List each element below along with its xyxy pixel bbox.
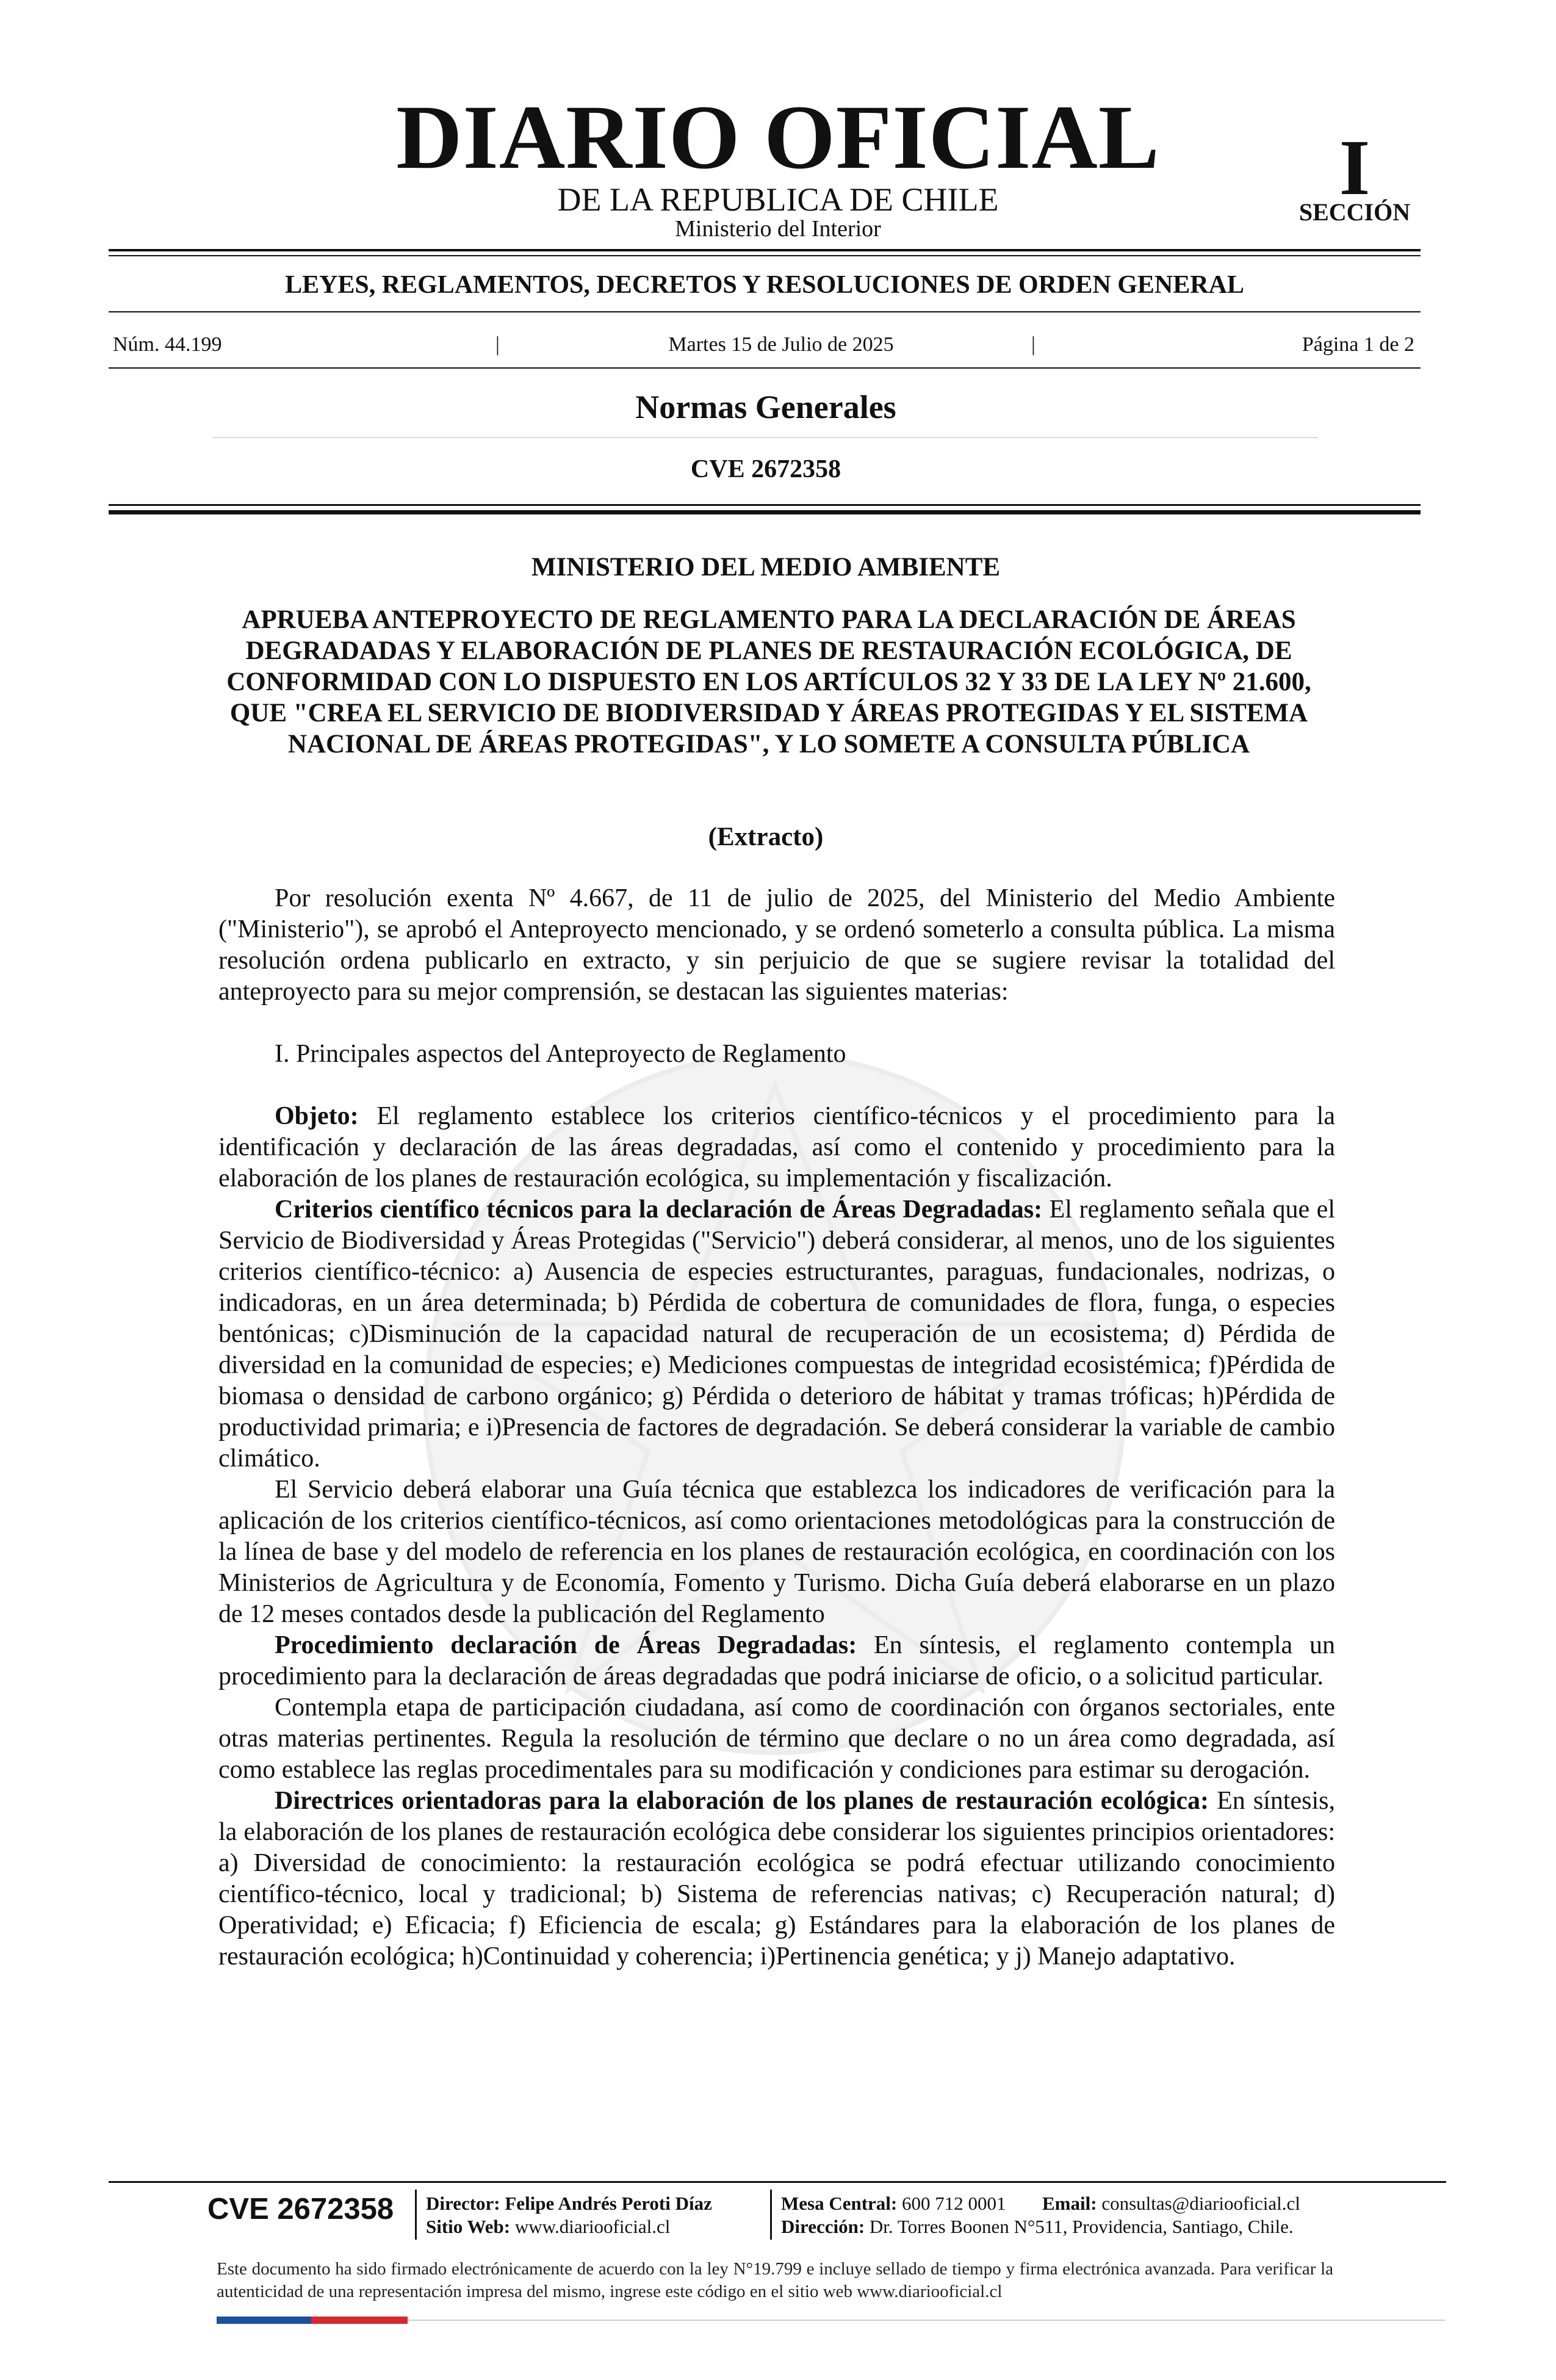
issue-page: Página 1 de 2 <box>1302 333 1414 356</box>
footer-director <box>426 2192 712 2215</box>
contempla-paragraph: Contempla etapa de participación ciudadana, así como de coordinación con órganos sectoriales, ente otras materias pertinentes. Regula la resolución de término que declare o no un área como degradada, así como establece las reglas procedimentales para su modificación y condiciones para estimar su derogación. <box>218 1693 1335 1784</box>
document-title: APRUEBA ANTEPROYECTO DE REGLAMENTO PARA LA DECLARACIÓN DE ÁREAS DEGRADADAS Y ELABORACIÓN DE PLANES DE RESTAURACIÓN ECOLÓGICA, DE CONFORMIDAD CON LO DISPUESTO EN LOS ARTÍCULOS 32 Y 33 DE LA LEY Nº 21.600, QUE "CREA EL SERVICIO DE BIODIVERSIDAD Y ÁREAS PROTEGIDAS Y EL SISTEMA NACIONAL DE ÁREAS PROTEGIDAS", Y LO SOMETE A CONSULTA PÚBLICA <box>226 605 1311 759</box>
director-value: Felipe Andrés Peroti Díaz <box>505 2193 712 2214</box>
address-label: Dirección: <box>781 2216 865 2237</box>
flag-stripe-blue <box>217 2317 311 2324</box>
masthead-title: DIARIO OFICIAL <box>396 87 1160 188</box>
ministry-heading: MINISTERIO DEL MEDIO AMBIENTE <box>531 553 1001 582</box>
masthead-ministry: Ministerio del Interior <box>675 216 881 242</box>
criterios-paragraph <box>218 1194 1335 1474</box>
objeto-paragraph <box>218 1101 1335 1194</box>
issue-separator-1: | <box>495 333 500 356</box>
footer-divider-2 <box>770 2190 772 2240</box>
phone-label: Mesa Central: <box>781 2193 898 2214</box>
legal-notice: Este documento ha sido firmado electrónicamente de acuerdo con la ley N°19.799 e incluye sellado de tiempo y firma electrónica avanzada. Para verificar la autenticidad de una representación impresa del mismo, ingrese este código en el sitio web www.diariooficial.cl <box>217 2259 1333 2301</box>
procedimiento-text: En síntesis, el reglamento contempla un procedimiento para la declaración de áreas degradadas que podrá iniciarse de oficio, o a solicitud particular. <box>218 1631 1335 1690</box>
extract-label: (Extracto) <box>708 823 824 851</box>
directrices-label: Directrices orientadoras para la elaboración de los planes de restauración ecológica: <box>275 1787 1209 1815</box>
footer-website <box>426 2215 670 2238</box>
flag-stripe-red <box>311 2317 408 2324</box>
objeto-label: Objeto: <box>275 1102 359 1130</box>
footer-email <box>1042 2192 1300 2215</box>
section-number: I <box>1339 124 1371 212</box>
issue-separator-2: | <box>1031 333 1036 356</box>
objeto-text: El reglamento establece los criterios científico-técnicos y el procedimiento para la identificación y declaración de las áreas degradadas, así como el contenido y procedimiento para la elaboración de los planes de restauración ecológica, su implementación y fiscalización. <box>218 1102 1335 1192</box>
procedimiento-label: Procedimiento declaración de Áreas Degradadas: <box>275 1631 857 1659</box>
section-heading: I. Principales aspectos del Anteproyecto de Reglamento <box>275 1040 846 1068</box>
address-value: Dr. Torres Boonen N°511, Providencia, Santiago, Chile. <box>869 2216 1294 2237</box>
footer-address <box>781 2215 1294 2238</box>
flag-stripe-line <box>408 2320 1445 2321</box>
footer-phone <box>781 2192 1006 2215</box>
guia-paragraph: El Servicio deberá elaborar una Guía técnica que establezca los indicadores de verificación para la aplicación de los criterios científico-técnicos, así como orientaciones metodológicas para la construcción de la línea de base y del modelo de referencia en los planes de restauración ecológica, en coordinación con los Ministerios de Agricultura y de Economía, Fomento y Turismo. Dicha Guía deberá elaborarse en un plazo de 12 meses contados desde la publicación del Reglamento <box>218 1476 1335 1628</box>
intro-paragraph: Por resolución exenta Nº 4.667, de 11 de julio de 2025, del Ministerio del Medio Ambiente ("Ministerio"), se aprobó el Anteproyecto mencionado, y se ordenó someterlo a consulta pública. La misma resolución ordena publicarlo en extracto, y sin perjuicio de que se sugiere revisar la totalidad del anteproyecto para su mejor comprensión, se destacan las siguientes materias: <box>218 884 1335 1006</box>
web-value[interactable]: www.diariooficial.cl <box>514 2216 671 2237</box>
header-rule-2 <box>109 510 1421 514</box>
category-rule <box>109 311 1421 312</box>
procedimiento-paragraph <box>218 1630 1335 1692</box>
category-heading: LEYES, REGLAMENTOS, DECRETOS Y RESOLUCIONES DE ORDEN GENERAL <box>285 271 1244 299</box>
footer-divider-1 <box>415 2190 417 2240</box>
issue-date: Martes 15 de Julio de 2025 <box>668 333 894 356</box>
criterios-text: El reglamento señala que el Servicio de Biodiversidad y Áreas Protegidas ("Servicio") deberá considerar, al menos, uno de los siguientes criterios científico-técnico: a) Ausencia de especies estructurantes, paraguas, fundacionales, nodrizas, o indicadoras, en un área determinada; b) Pérdida de cobertura de comunidades de flora, funga, o especies bentónicas; c)Disminución de la capacidad natural de recuperación de un ecosistema; d) Pérdida de diversidad en la comunidad de especies; e) Mediciones compuestas de integridad ecosistémica; f)Pérdida de biomasa o densidad de carbono orgánico; g) Pérdida o deterioro de hábitat y tramas tróficas; h)Pérdida de productividad primaria; e i)Presencia de factores de degradación. Se deberá considerar la variable de cambio climático. <box>218 1195 1335 1473</box>
issue-rule <box>109 367 1421 369</box>
footer-cve: CVE 2672358 <box>207 2193 394 2226</box>
email-value[interactable]: consultas@diariooficial.cl <box>1101 2193 1300 2214</box>
cve-code: CVE 2672358 <box>690 455 841 483</box>
issue-number: Núm. 44.199 <box>113 333 222 356</box>
footer-rule <box>109 2181 1446 2183</box>
director-label: Director: <box>426 2193 500 2214</box>
document-body <box>218 883 1335 1972</box>
email-label: Email: <box>1042 2193 1097 2214</box>
masthead-rule-top <box>109 249 1421 251</box>
phone-value: 600 712 0001 <box>902 2193 1006 2214</box>
directrices-paragraph <box>218 1786 1335 1972</box>
masthead-rule-top-thin <box>109 255 1421 256</box>
web-label: Sitio Web: <box>426 2216 511 2237</box>
section-label: SECCIÓN <box>1298 198 1411 226</box>
norms-heading: Normas Generales <box>635 389 896 425</box>
directrices-text: En síntesis, la elaboración de los planes de restauración ecológica debe considerar los siguientes principios orientadores: a) Diversidad de conocimiento: la restauración ecológica se podrá efectuar utilizando conocimiento científico-técnico, local y tradicional; b) Sistema de referencias nativas; c) Recuperación natural; d) Operatividad; e) Eficacia; f) Eficiencia de escala; g) Estándares para la elaboración de los planes de restauración ecológica; h)Continuidad y coherencia; i)Pertinencia genética; y j) Manejo adaptativo. <box>218 1787 1336 1971</box>
header-rule-1 <box>109 504 1421 506</box>
criterios-label: Criterios científico técnicos para la declaración de Áreas Degradadas: <box>275 1195 1043 1224</box>
norms-divider <box>212 437 1318 438</box>
masthead-subtitle: DE LA REPUBLICA DE CHILE <box>557 181 999 218</box>
